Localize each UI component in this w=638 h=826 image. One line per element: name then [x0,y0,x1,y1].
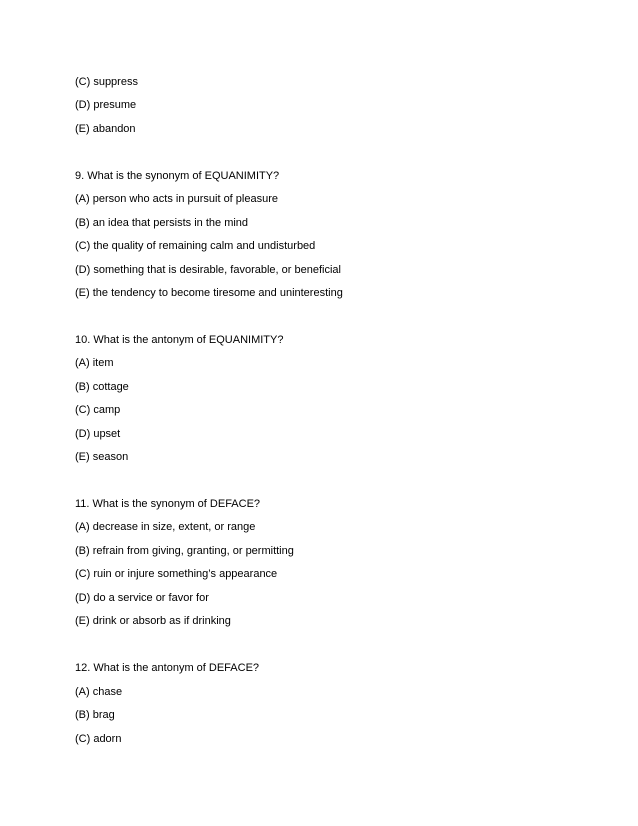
option-line: (A) item [75,357,114,369]
option-line: (E) the tendency to become tiresome and uninteresting [75,287,343,299]
option-line: (E) drink or absorb as if drinking [75,615,231,627]
option-line: (C) suppress [75,76,138,88]
option-line: (B) brag [75,709,115,721]
option-line: (B) refrain from giving, granting, or permitting [75,545,294,557]
question-line: 10. What is the antonym of EQUANIMITY? [75,334,284,346]
option-line: (C) ruin or injure something’s appearance [75,568,278,580]
option-line: (C) adorn [75,733,122,745]
option-line: (D) something that is desirable, favorable, or beneficial [75,264,341,276]
option-line: (A) decrease in size, extent, or range [75,521,256,533]
option-line: (E) abandon [75,123,136,135]
option-line: (C) camp [75,404,121,416]
option-line: (D) presume [75,99,137,111]
option-line: (A) chase [75,686,123,698]
option-line: (C) the quality of remaining calm and undisturbed [75,240,316,252]
question-line: 9. What is the synonym of EQUANIMITY? [75,170,280,182]
option-line: (E) season [75,451,129,463]
question-line: 12. What is the antonym of DEFACE? [75,662,260,674]
option-line: (D) upset [75,428,121,440]
option-line: (B) cottage [75,381,129,393]
option-line: (D) do a service or favor for [75,592,209,604]
option-line: (A) person who acts in pursuit of pleasure [75,193,278,205]
question-line: 11. What is the synonym of DEFACE? [75,498,261,510]
option-line: (B) an idea that persists in the mind [75,217,249,229]
